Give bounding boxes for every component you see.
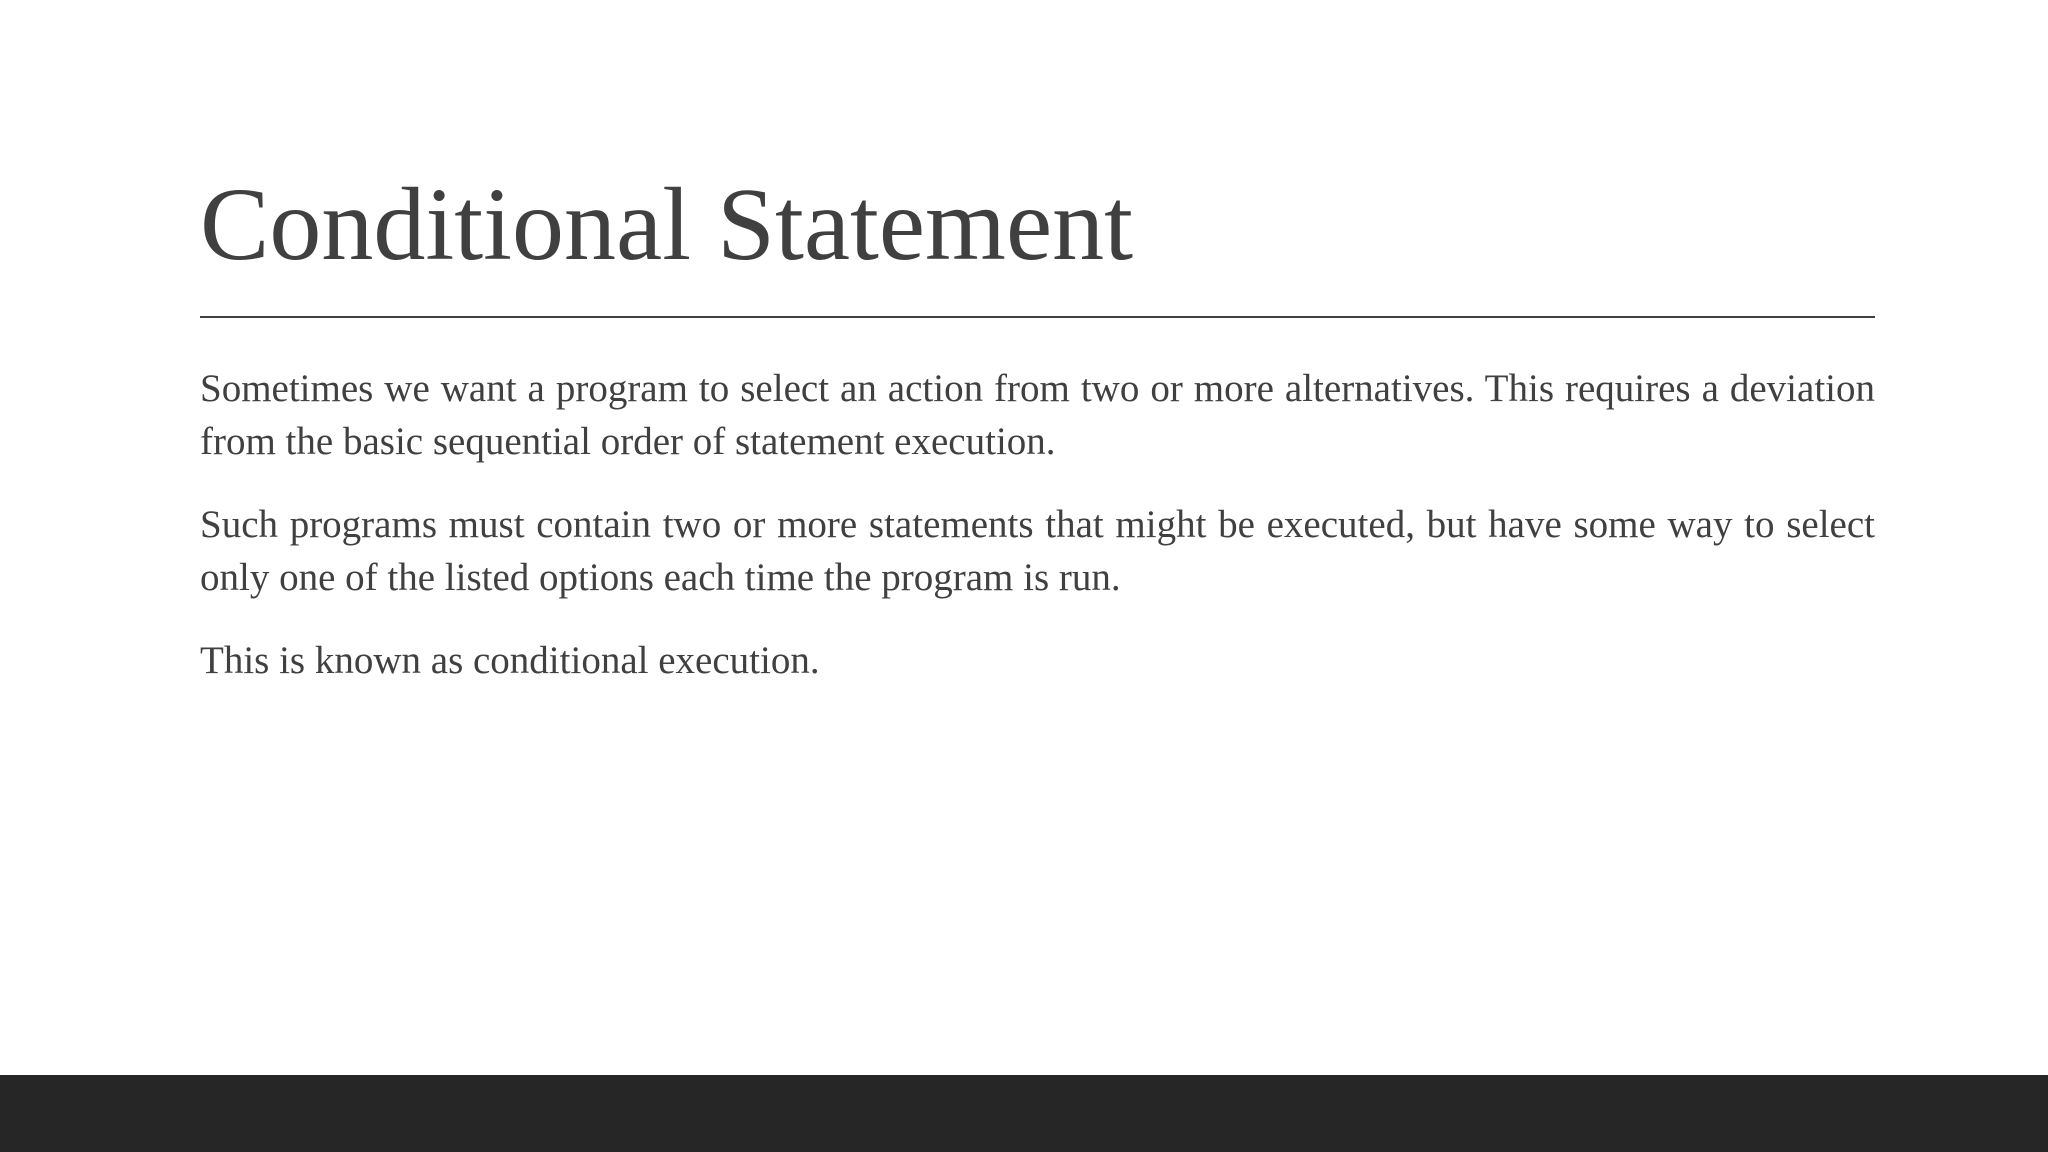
title-divider xyxy=(200,316,1875,318)
body-paragraph-1: Sometimes we want a program to select an action from two or more alternatives. This requires a deviation from the basic sequential order of statement execution. xyxy=(200,367,1875,463)
body-paragraph-3: This is known as conditional execution. xyxy=(200,639,820,682)
body-paragraph-2: Such programs must contain two or more statements that might be executed, but have some way to select only one of the listed options each time the program is run. xyxy=(200,503,1875,599)
slide-title: Conditional Statement xyxy=(200,167,1134,282)
footer-bar xyxy=(0,1075,2048,1152)
slide-body xyxy=(200,362,1875,717)
